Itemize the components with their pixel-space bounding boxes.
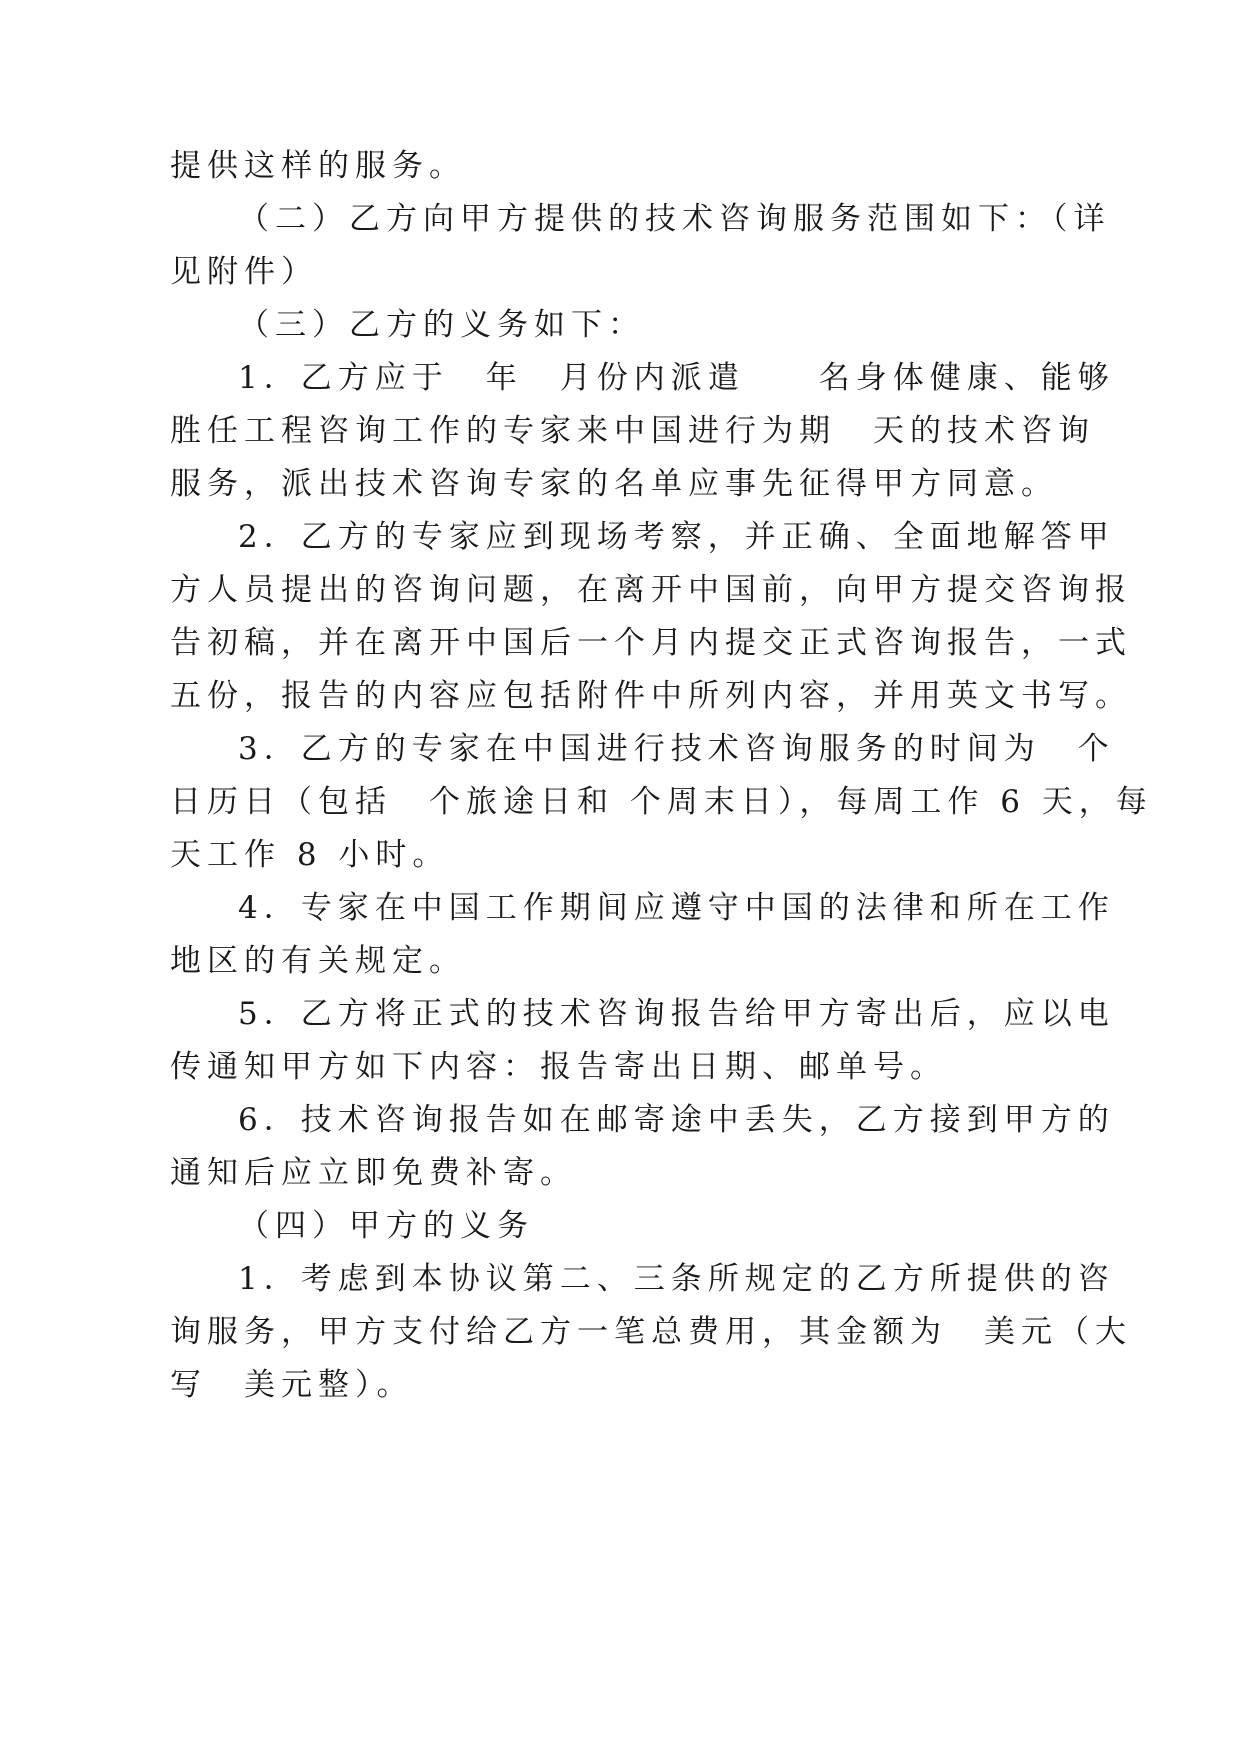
text-line: 胜任工程咨询工作的专家来中国进行为期 天的技术咨询 xyxy=(170,413,1095,449)
text-line: （二）乙方向甲方提供的技术咨询服务范围如下：（详 xyxy=(238,201,1111,237)
text-line: （四）甲方的义务 xyxy=(238,1208,534,1244)
text-line: 五份，报告的内容应包括附件中所列内容，并用英文书写。 xyxy=(170,678,1132,714)
text-line: 1．乙方应于 年 月份内派遣 名身体健康、能够 xyxy=(238,360,1115,396)
text-line: 天工作 8 小时。 xyxy=(170,837,450,873)
text-line: 写 美元整）。 xyxy=(170,1367,414,1403)
text-line: 5．乙方将正式的技术咨询报告给甲方寄出后，应以电 xyxy=(238,996,1115,1032)
text-line: 2．乙方的专家应到现场考察，并正确、全面地解答甲 xyxy=(238,519,1115,555)
text-line: 询服务，甲方支付给乙方一笔总费用，其金额为 美元（大 xyxy=(170,1314,1132,1350)
text-line: 通知后应立即免费补寄。 xyxy=(170,1155,577,1191)
text-line: 方人员提出的咨询问题，在离开中国前，向甲方提交咨询报 xyxy=(170,572,1132,608)
text-line: 地区的有关规定。 xyxy=(170,943,466,979)
text-line: 见附件） xyxy=(170,254,318,290)
text-line: 6．技术咨询报告如在邮寄途中丢失，乙方接到甲方的 xyxy=(238,1102,1115,1138)
text-line: 1．考虑到本协议第二、三条所规定的乙方所提供的咨 xyxy=(238,1261,1115,1297)
text-line: 4．专家在中国工作期间应遵守中国的法律和所在工作 xyxy=(238,890,1115,926)
text-line: 3．乙方的专家在中国进行技术咨询服务的时间为 个 xyxy=(238,731,1115,767)
text-line: 告初稿，并在离开中国后一个月内提交正式咨询报告，一式 xyxy=(170,625,1132,661)
text-line: 服务，派出技术咨询专家的名单应事先征得甲方同意。 xyxy=(170,466,1058,502)
text-line: 日历日（包括 个旅途日和 个周末日），每周工作 6 天，每 xyxy=(170,784,1153,820)
text-line: 传通知甲方如下内容：报告寄出日期、邮单号。 xyxy=(170,1049,947,1085)
text-line: 提供这样的服务。 xyxy=(170,148,466,184)
text-line: （三）乙方的义务如下： xyxy=(238,307,645,343)
